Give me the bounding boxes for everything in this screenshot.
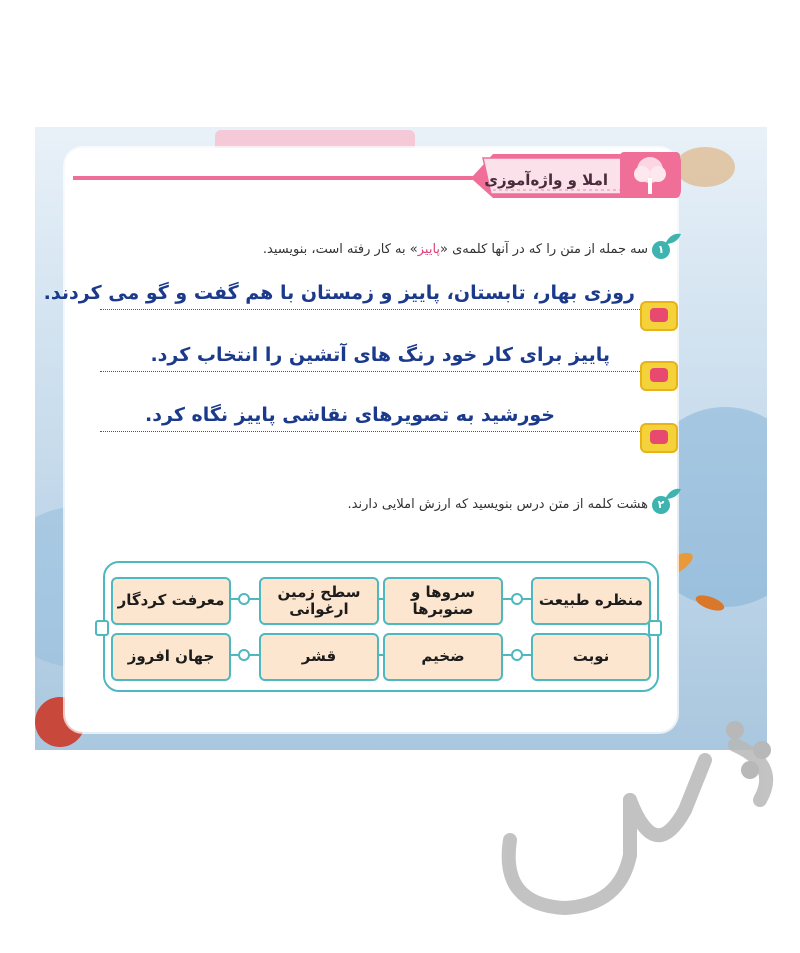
bg-foliage	[675, 147, 735, 187]
frame-knob	[95, 620, 109, 636]
connector-dot	[511, 649, 523, 661]
word-box: سطح زمین ارغوانی	[259, 577, 379, 625]
question-number: ۱	[652, 241, 670, 259]
word-box: معرفت کردگار	[111, 577, 231, 625]
tree-icon	[620, 152, 680, 198]
word-box: نوبت	[531, 633, 651, 681]
answer-line-3	[100, 431, 640, 432]
section-header-title: املا و واژه‌آموزی	[484, 171, 608, 189]
answer-line-1	[100, 309, 640, 310]
frame-knob	[648, 620, 662, 636]
word-box: جهان افروز	[111, 633, 231, 681]
question-1-suffix: » به کار رفته است، بنویسید.	[262, 242, 418, 257]
word-box: قشر	[259, 633, 379, 681]
answer-line-3-text: خورشید به تصویرهای نقاشی پاییز نگاه کرد.	[145, 404, 555, 426]
connector-dot	[238, 593, 250, 605]
word-box: منظره طبیعت	[531, 577, 651, 625]
word-box: ضخیم	[383, 633, 503, 681]
pencil-tag-icon	[640, 361, 678, 391]
answer-line-2	[100, 371, 640, 372]
question-2-text: هشت کلمه از متن درس بنویسید که ارزش املایی دارند.	[347, 497, 648, 512]
pencil-tag-icon	[640, 301, 678, 331]
question-1-prefix: سه جمله از متن را که در آنها کلمه‌ی «	[440, 242, 648, 257]
padars-watermark-logo	[480, 690, 790, 940]
question-number: ۲	[652, 496, 670, 514]
answer-line-2-text: پاییز برای کار خود رنگ های آتشین را انتخاب کرد.	[150, 344, 610, 366]
pencil-tag-icon	[640, 423, 678, 453]
answer-line-1-text: روزی بهار، تابستان، پاییز و زمستان با هم گفت و گو می کردند.	[43, 282, 635, 304]
connector-dot	[238, 649, 250, 661]
connector-dot	[511, 593, 523, 605]
question-1-keyword: پاییز	[417, 242, 441, 257]
word-box: سروها و صنوبرها	[383, 577, 503, 625]
question-1-text	[263, 242, 648, 257]
